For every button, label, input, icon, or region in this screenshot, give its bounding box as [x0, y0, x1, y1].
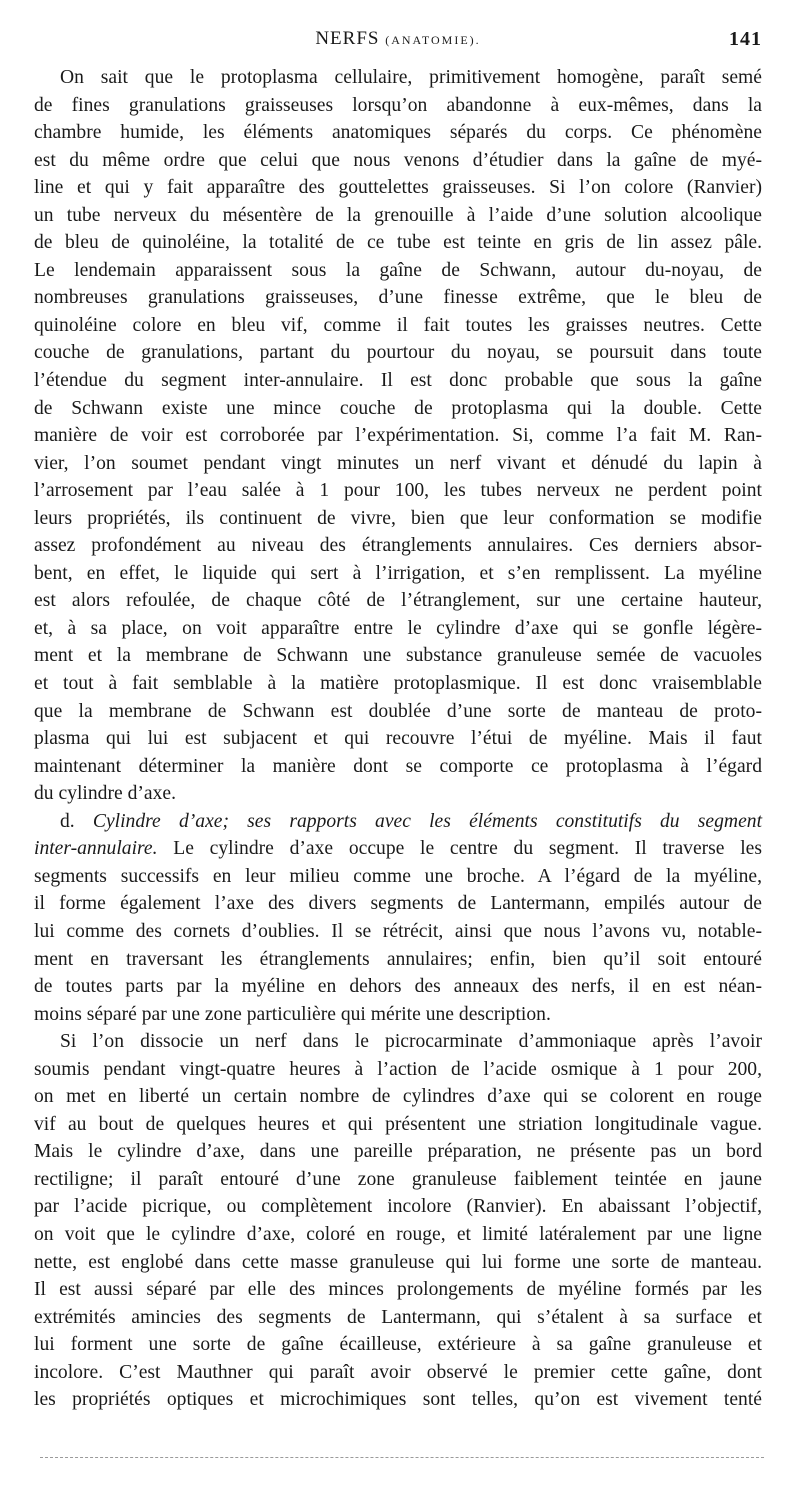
line-text: incolore. C’est Mauthner qui paraît avoir observé le premier cette gaîne, dont [34, 1361, 762, 1383]
line-text: plasma qui lui est subjacent et qui recouvre l’étui de myéline. Mais il faut [34, 728, 762, 750]
line-text: que la membrane de Schwann est doublée d’une sorte de manteau de proto- [34, 700, 762, 722]
footer-rule [40, 1457, 764, 1458]
section-heading: inter-annulaire. [34, 838, 158, 860]
line-text: vif au bout de quelques heures et qui présentent une striation longitudinale vague. [34, 1113, 762, 1135]
text-line [34, 1359, 762, 1387]
line-text: on met en liberté un certain nombre de cylindres d’axe qui se colorent en rouge [34, 1086, 762, 1108]
line-text: On sait que le protoplasma cellulaire, primitivement homogène, paraît semé [60, 67, 762, 88]
line-text: et tout à fait semblable à la matière protoplasmique. Il est donc vraisemblable [34, 673, 762, 695]
text-line [34, 1083, 762, 1111]
text-line [34, 1386, 762, 1414]
line-text: bent, en effet, le liquide qui sert à l’irrigation, et s’en remplissent. La myéline [34, 562, 762, 584]
header-title: NERFS [315, 28, 380, 49]
line-text: Si l’on dissocie un nerf dans le picrocarminate d’ammoniaque après l’avoir [60, 1031, 762, 1053]
text-line [34, 642, 762, 670]
line-text: assez profondément au niveau des étranglements annulaires. Ces derniers absor- [34, 535, 762, 557]
line-text: leurs propriétés, ils continuent de vivre, bien que leur conformation se modifie [34, 507, 762, 529]
text-line [34, 339, 762, 367]
text-line [34, 229, 762, 257]
line-text: moins séparé par une zone particulière qui mérite une description. [34, 1003, 551, 1025]
line-text: quinoléine colore en bleu vif, comme il fait toutes les graisses neutres. Cette [34, 314, 762, 336]
line-text: et, à sa place, on voit apparaître entre le cylindre d’axe qui se gonfle légère- [34, 617, 762, 639]
line-text: de Schwann existe une mince couche de protoplasma qui la double. Cette [34, 397, 762, 419]
text-line [34, 505, 762, 533]
line-text: lui forment une sorte de gaîne écailleuse, extérieure à sa gaîne granuleuse et [34, 1334, 762, 1356]
text-line [34, 560, 762, 588]
line-text: ment en traversant les étranglements annulaires; enfin, bien qu’il soit entouré [34, 948, 762, 970]
text-line [34, 587, 762, 615]
text-line [34, 918, 762, 946]
text-line [34, 753, 762, 781]
line-text: vier, l’on soumet pendant vingt minutes un nerf vivant et dénudé du lapin à [34, 452, 762, 474]
text-line [34, 1249, 762, 1277]
text-line [34, 670, 762, 698]
text-line [34, 1138, 762, 1166]
line-text: ment et la membrane de Schwann une substance granuleuse semée de vacuoles [34, 645, 762, 667]
line-text: lui comme des cornets d’oublies. Il se rétrécit, ainsi que nous l’avons vu, notable- [34, 920, 762, 942]
line-text: un tube nerveux du mésentère de la grenouille à l’aide d’une solution alcoolique [34, 204, 762, 226]
section-heading: Cylindre d’axe; ses rapports avec les éléments constitutifs du segment [92, 810, 763, 832]
text-line [34, 698, 762, 726]
line-text: l’arrosement par l’eau salée à 1 pour 100, les tubes nerveux ne perdent point [34, 480, 762, 502]
line-text: du cylindre d’axe. [34, 783, 176, 805]
text-line [34, 1331, 762, 1359]
line-text: de toutes parts par la myéline en dehors des anneaux des nerfs, il en est néan- [34, 976, 762, 998]
section-marker: d. [60, 810, 93, 832]
text-line [34, 973, 762, 1001]
text-line [34, 1111, 762, 1139]
line-text: Il est aussi séparé par elle des minces prolongements de myéline formés par les [34, 1279, 762, 1301]
line-text: rectiligne; il paraît entouré d’une zone granuleuse faiblement teintée en jaune [34, 1168, 762, 1190]
text-line [34, 835, 762, 863]
line-text: couche de granulations, partant du pourtour du noyau, se poursuit dans toute [34, 342, 762, 364]
line-text: de fines granulations graisseuses lorsqu’on abandonne à eux-mêmes, dans la [34, 94, 762, 116]
text-line [34, 808, 762, 836]
line-text: par l’acide picrique, ou complètement incolore (Ranvier). En abaissant l’objectif, [34, 1196, 762, 1218]
text-line [34, 119, 762, 147]
line-text: line et qui y fait apparaître des gouttelettes graisseuses. Si l’on colore (Ranvier) [34, 177, 762, 199]
text-line [34, 725, 762, 753]
text-line [34, 532, 762, 560]
line-text: il forme également l’axe des divers segments de Lantermann, empilés autour de [34, 893, 762, 915]
text-line [34, 890, 762, 918]
text-line [34, 395, 762, 423]
line-text: segments successifs en leur milieu comme une broche. A l’égard de la myéline, [34, 865, 762, 887]
text-line [34, 863, 762, 891]
line-text: est alors refoulée, de chaque côté de l’étranglement, sur une certaine hauteur, [34, 590, 762, 612]
line-text: nette, est englobé dans cette masse granuleuse qui lui forme une sorte de manteau. [34, 1251, 762, 1273]
line-text: nombreuses granulations graisseuses, d’une finesse extrême, que le bleu de [34, 287, 762, 309]
line-text: extrémités amincies des segments de Lantermann, qui s’étalent à sa surface et [34, 1306, 762, 1328]
text-line [34, 780, 762, 808]
text-line [34, 422, 762, 450]
line-text: maintenant déterminer la manière dont se comporte ce protoplasma à l’égard [34, 755, 762, 777]
line-text: de bleu de quinoléine, la totalité de ce tube est teinte en gris de lin assez pâle. [34, 232, 762, 254]
text-line [34, 312, 762, 340]
text-line [34, 174, 762, 202]
text-line [34, 1056, 762, 1084]
text-line [34, 946, 762, 974]
text-line [34, 477, 762, 505]
text-line [34, 1193, 762, 1221]
line-text: chambre humide, les éléments anatomiques séparés du corps. Ce phénomène [34, 122, 762, 144]
text-line [34, 147, 762, 175]
text-line [34, 1166, 762, 1194]
text-line [34, 1028, 762, 1056]
text-line [34, 1304, 762, 1332]
line-text: on voit que le cylindre d’axe, coloré en rouge, et limité latéralement par une ligne [34, 1223, 762, 1245]
line-text: est du même ordre que celui que nous venons d’étudier dans la gaîne de myé- [34, 149, 762, 171]
text-line [34, 1221, 762, 1249]
text-line [34, 1276, 762, 1304]
text-line [34, 367, 762, 395]
running-head-title [34, 28, 762, 50]
line-text: Le lendemain apparaissent sous la gaîne de Schwann, autour du-noyau, de [34, 259, 762, 281]
line-text: Mais le cylindre d’axe, dans une pareille préparation, ne présente pas un bord [34, 1141, 762, 1163]
text-line [34, 202, 762, 230]
text-line [34, 284, 762, 312]
text-line [34, 257, 762, 285]
line-text: manière de voir est corroborée par l’expérimentation. Si, comme l’a fait M. Ran- [34, 425, 762, 447]
header-subtitle: (ANATOMIE). [385, 33, 481, 47]
body-text [34, 64, 762, 1414]
page-number: 141 [729, 28, 762, 50]
line-text: soumis pendant vingt-quatre heures à l’action de l’acide osmique à 1 pour 200, [34, 1058, 762, 1080]
running-header [34, 28, 762, 58]
line-text: Le cylindre d’axe occupe le centre du segment. Il traverse les [157, 838, 762, 860]
line-text: les propriétés optiques et microchimiques sont telles, qu’on est vivement tenté [34, 1389, 762, 1411]
text-line [34, 64, 762, 92]
text-line [34, 450, 762, 478]
text-line [34, 1001, 762, 1029]
text-line [34, 92, 762, 120]
line-text: l’étendue du segment inter-annulaire. Il est donc probable que sous la gaîne [34, 370, 762, 392]
text-line [34, 615, 762, 643]
